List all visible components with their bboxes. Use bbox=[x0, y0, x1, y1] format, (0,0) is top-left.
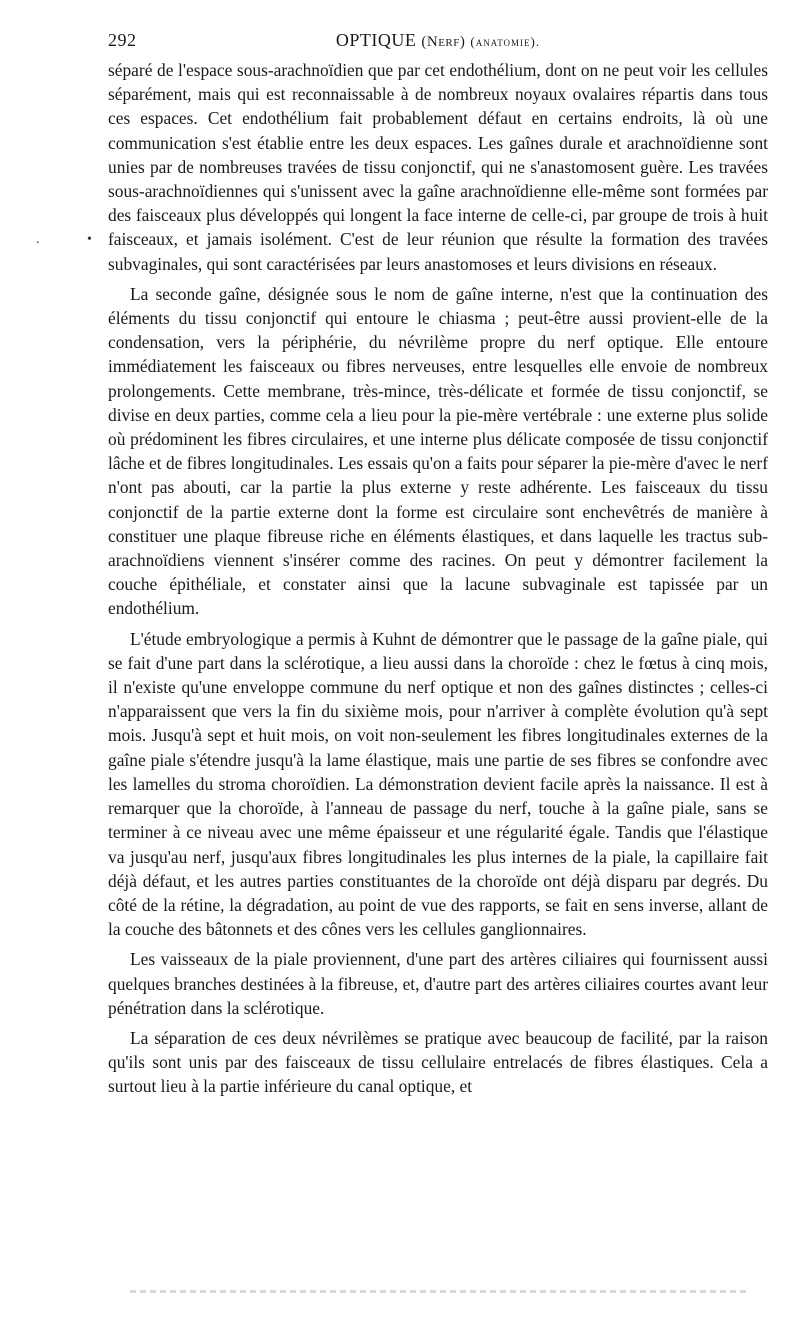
running-title-subject: (Nerf) bbox=[421, 34, 466, 50]
paragraph-5: La séparation de ces deux névrilèmes se pratique avec beaucoup de facilité, par la raison qu'ils sont unis par des faisceaux de tissu cellulaire entrelacés de fibres élastiques. Cela a surtout lieu à la partie inférieure du canal optique, et bbox=[108, 1027, 768, 1097]
paragraph-1: séparé de l'espace sous-arachnoïdien que par cet endothélium, dont on ne peut voir les cellules séparément, mais qui est reconnaissable à de nombreux noyaux ovalaires répartis dans tous ces espaces. Cet endothélium fait probablement défaut en certains endroits, là où une communication s'est établie entre les deux espaces. Les gaînes durale et arachnoïdienne sont unies par de nombreuses travées de tissu conjonctif, qui ne s'anastomosent guère. Les travées sous-arachnoïdiennes qui s'unissent avec la gaîne arachnoïdienne elle-même sont formées par des faisceaux plus développés qui longent la face interne de celle-ci, par groupe de trois à huit faisceaux, et jamais isolément. C'est de leur réunion que résulte la formation des travées subvaginales, qui sont caractérisées par leurs anastomoses et leurs divisions en réseaux. bbox=[108, 60, 768, 274]
body-text bbox=[108, 58, 768, 1105]
running-title-section: (anatomie). bbox=[470, 34, 541, 49]
paragraph-2: La seconde gaîne, désignée sous le nom de gaîne interne, n'est que la continuation des éléments du tissu conjonctif qui entoure le chiasma ; peut-être aussi provient-elle de la condensation, vers la périphérie, du névrilème propre du nerf optique. Elle entoure immédiatement les faisceaux ou fibres nerveuses, entre lesquelles elle envoie de nombreux prolongements. Cette membrane, très-mince, très-délicate et formée de tissu conjonctif, se divise en deux parties, comme cela a lieu pour la pie-mère vertébrale : une externe plus solide où prédominent les fibres circulaires, et une interne plus délicate composée de tissu conjonctif lâche et de fibres longitudinales. Les essais qu'on a faits pour séparer la pie-mère d'avec le nerf n'ont pas abouti, car la partie la plus externe y reste adhérente. Les faisceaux du tissu conjonctif de la partie externe dont la forme est circulaire sont enchevêtrés de manière à constituer une plaque fibreuse riche en éléments élastiques, et dans laquelle les tractus sub-arachnoïdiens viennent s'insérer comme des racines. On peut y démontrer facilement la couche épithéliale, et constater ainsi que la lacune subvaginale est tapissée par un endothélium. bbox=[108, 283, 768, 619]
page-number: 292 bbox=[108, 30, 137, 50]
running-title-main: OPTIQUE bbox=[335, 30, 417, 50]
paragraph-3: L'étude embryologique a permis à Kuhnt de démontrer que le passage de la gaîne piale, qui se fait d'une part dans la sclérotique, a lieu aussi dans la choroïde : chez le fœtus à cinq mois, il n'existe qu'une enveloppe commune du nerf optique et non des gaînes distinctes ; celles-ci n'apparaissent que vers la fin du sixième mois, pour n'arriver à complète évolution qu'à sept mois. Jusqu'à sept et huit mois, on voit non-seulement les fibres longitudinales externes de la gaîne piale s'étendre jusqu'à la lame élastique, mais une partie de ses fibres se confondre avec les lamelles du stroma choroïdien. La démonstration devient facile après la naissance. Il est à remarquer que la choroïde, à l'anneau de passage du nerf, touche à la gaîne piale, sans se terminer à ce niveau avec une même épaisseur et une régularité égale. Tandis que l'élastique va jusqu'au nerf, jusqu'aux fibres longitudinales les plus internes de la piale, la capillaire fait déjà défaut, et les autres parties constituantes de la choroïde ont déjà disparu par degrés. Du côté de la rétine, la dégradation, au point de vue des rapports, se fait en sens inverse, allant de la couche des bâtonnets et des cônes vers les cellules ganglionnaires. bbox=[108, 628, 768, 940]
margin-marks: . • bbox=[36, 232, 114, 247]
bleed-through-trace bbox=[130, 1290, 750, 1293]
paragraph-4: Les vaisseaux de la piale proviennent, d'une part des artères ciliaires qui fournissent aussi quelques branches destinées à la fibreuse, et, d'autre part des artères ciliaires courtes avant leur pénétration dans la sclérotique. bbox=[108, 949, 768, 1018]
running-header bbox=[108, 30, 768, 56]
running-title bbox=[108, 30, 768, 51]
